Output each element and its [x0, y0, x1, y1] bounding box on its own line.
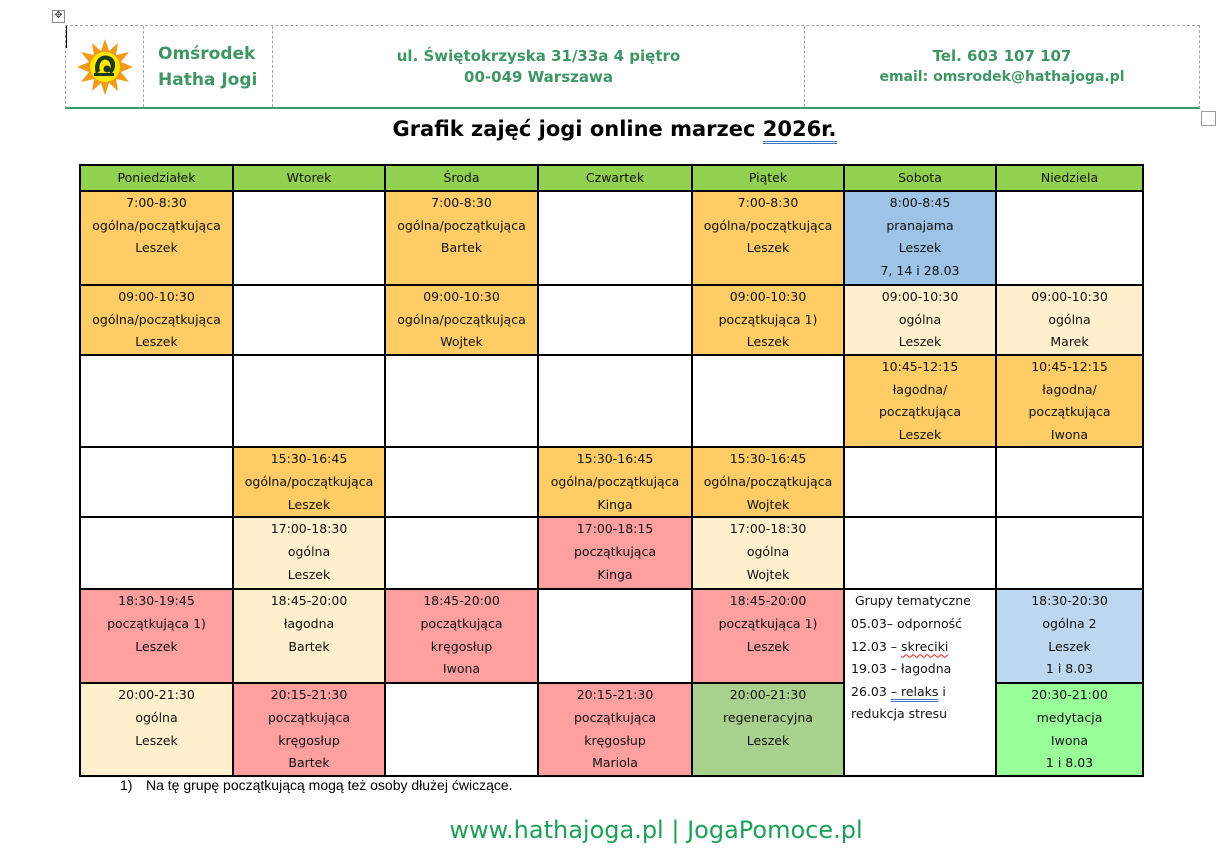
- class-slot-friday: [692, 683, 844, 776]
- class-type: ogólna/początkująca: [92, 311, 221, 327]
- empty-slot-monday: [80, 447, 233, 517]
- class-slot-friday: [692, 447, 844, 517]
- class-slot-friday: [692, 285, 844, 355]
- class-type: ogólna: [898, 311, 942, 327]
- empty-slot-tuesday: [233, 355, 385, 447]
- day-header-monday: Poniedziałek: [80, 165, 233, 191]
- class-slot-wednesday: [385, 285, 538, 355]
- empty-slot-thursday: [538, 285, 692, 355]
- thematic-topic: skreciki: [900, 638, 949, 654]
- class-subtype: początkująca: [1028, 404, 1111, 420]
- class-time: 20:00-21:30: [118, 687, 195, 703]
- center-name-line1: Omśrodek: [158, 43, 256, 64]
- class-subtype: kręgosłup: [584, 732, 646, 748]
- class-type: początkująca: [267, 709, 351, 725]
- class-time: 09:00-10:30: [729, 289, 807, 304]
- class-type: początkująca 1): [107, 615, 206, 631]
- letterhead: [65, 25, 1200, 109]
- class-time: 10:45-12:15: [881, 359, 959, 374]
- empty-slot-monday: [80, 517, 233, 589]
- instructor-name: Leszek: [898, 426, 942, 442]
- schedule-row: [80, 589, 1143, 683]
- class-time: 18:30-20:30: [1031, 593, 1108, 609]
- class-time: 20:00-21:30: [729, 687, 807, 703]
- table-move-handle[interactable]: ✥: [52, 10, 65, 23]
- class-dates: 1 i 8.03: [1045, 755, 1094, 771]
- empty-slot-sunday: [996, 447, 1143, 517]
- class-type: ogólna/początkująca: [397, 217, 526, 233]
- class-slot-sunday: [996, 285, 1143, 355]
- class-time: 7:00-8:30: [126, 195, 187, 210]
- thematic-item-cont: redukcja stresu: [851, 706, 948, 722]
- instructor-name: Leszek: [746, 638, 790, 654]
- class-type: ogólna: [135, 709, 178, 725]
- empty-slot-wednesday: [385, 355, 538, 447]
- class-type: ogólna/początkująca: [397, 311, 526, 327]
- thematic-item: 05.03– odporność: [851, 615, 963, 631]
- instructor-name: Leszek: [746, 334, 790, 350]
- class-dates: 1 i 8.03: [1045, 661, 1094, 677]
- class-slot-monday: [80, 683, 233, 776]
- instructor-name: Leszek: [746, 732, 790, 748]
- class-time: 15:30-16:45: [270, 451, 348, 467]
- class-type: medytacja: [1036, 709, 1103, 725]
- empty-slot-saturday: [844, 447, 996, 517]
- empty-slot-wednesday: [385, 683, 538, 776]
- class-time: 20:15-21:30: [270, 687, 348, 703]
- schedule-row: [80, 355, 1143, 447]
- thematic-item: 19.03 – łagodna: [851, 661, 952, 677]
- class-slot-thursday: [538, 447, 692, 517]
- day-header-wednesday: Środa: [385, 165, 538, 191]
- class-time: 09:00-10:30: [1031, 289, 1108, 304]
- class-subtype: kręgosłup: [430, 638, 493, 654]
- class-subtype: początkująca: [878, 404, 962, 420]
- class-slot-saturday: [844, 355, 996, 447]
- class-time: 17:00-18:30: [270, 521, 348, 537]
- empty-slot-tuesday: [233, 191, 385, 285]
- address-street: ul. Świętokrzyska 31/33a 4 piętro: [396, 46, 681, 65]
- class-type: początkująca: [573, 709, 657, 725]
- instructor-name: Bartek: [288, 755, 330, 771]
- class-slot-wednesday: [385, 589, 538, 683]
- class-slot-friday: [692, 191, 844, 285]
- logo-cell: [66, 26, 144, 107]
- day-header-sunday: Niedziela: [996, 165, 1143, 191]
- class-time: 18:45-20:00: [423, 593, 500, 609]
- thematic-item: [851, 681, 995, 704]
- instructor-name: Leszek: [135, 334, 178, 350]
- instructor-name: Iwona: [1050, 426, 1089, 442]
- class-slot-sunday: [996, 355, 1143, 447]
- instructor-name: Kinga: [597, 496, 633, 512]
- thematic-item: [851, 636, 995, 659]
- footnote: [120, 777, 513, 793]
- class-subtype: Leszek: [1048, 638, 1091, 654]
- center-name-cell: [144, 26, 273, 107]
- instructor-name: Kinga: [597, 566, 633, 582]
- schedule-row: [80, 517, 1143, 589]
- class-type: ogólna: [746, 543, 790, 559]
- thematic-title: Grupy tematyczne: [855, 593, 971, 609]
- class-time: 20:30-21:00: [1031, 687, 1108, 703]
- phone-number: Tel. 603 107 107: [932, 46, 1072, 65]
- class-slot-monday: [80, 191, 233, 285]
- title-prefix: Grafik zajęć jogi online marzec: [392, 117, 763, 141]
- class-time: 7:00-8:30: [431, 195, 492, 210]
- day-header-tuesday: Wtorek: [233, 165, 385, 191]
- contact-cell: [805, 26, 1199, 107]
- center-name-line2: Hatha Jogi: [158, 69, 258, 90]
- instructor-name: Leszek: [135, 240, 178, 256]
- empty-slot-thursday: [538, 191, 692, 285]
- class-type: ogólna/początkująca: [550, 473, 680, 489]
- class-time: 09:00-10:30: [881, 289, 959, 304]
- class-slot-wednesday: [385, 191, 538, 285]
- class-time: 7:00-8:30: [737, 195, 799, 210]
- class-slot-tuesday: [233, 589, 385, 683]
- email-address: email: omsrodek@hathajoga.pl: [879, 68, 1125, 85]
- instructor-name: Leszek: [135, 638, 178, 654]
- empty-slot-wednesday: [385, 517, 538, 589]
- class-type: łagodna: [283, 615, 335, 631]
- instructor-name: Leszek: [898, 334, 942, 350]
- address-city: 00-049 Warszawa: [464, 67, 613, 86]
- class-slot-sunday: [996, 683, 1143, 776]
- day-header-thursday: Czwartek: [538, 165, 692, 191]
- schedule-row: [80, 447, 1143, 517]
- class-time: 18:45-20:00: [270, 593, 348, 609]
- schedule-row: [80, 285, 1143, 355]
- thematic-topic: – relaks: [890, 683, 939, 699]
- class-slot-tuesday: [233, 683, 385, 776]
- sun-yoga-logo-icon: [76, 38, 134, 96]
- empty-slot-thursday: [538, 589, 692, 683]
- class-slot-thursday: [538, 683, 692, 776]
- instructor-name: Wojtek: [746, 496, 790, 512]
- class-slot-sunday: [996, 589, 1143, 683]
- class-dates: 7, 14 i 28.03: [880, 262, 960, 278]
- address-cell: [273, 26, 805, 107]
- class-slot-friday: [692, 589, 844, 683]
- title-year: 2026r.: [763, 117, 837, 144]
- empty-slot-sunday: [996, 517, 1143, 589]
- class-slot-tuesday: [233, 447, 385, 517]
- schedule-table: [79, 164, 1144, 777]
- class-time: 09:00-10:30: [118, 289, 195, 304]
- instructor-name: Wojtek: [440, 334, 483, 350]
- website-links[interactable]: www.hathajoga.pl | JogaPomoce.pl: [449, 816, 863, 844]
- footnote-text: Na tę grupę początkującą mogą też osoby dłużej ćwiczące.: [146, 777, 513, 793]
- class-subtype: Iwona: [1050, 732, 1089, 748]
- class-type: ogólna/początkująca: [703, 217, 833, 233]
- class-time: 15:30-16:45: [729, 451, 807, 467]
- page-title: [0, 117, 1229, 141]
- class-time: 15:30-16:45: [576, 451, 654, 467]
- instructor-name: Mariola: [592, 755, 638, 771]
- instructor-name: Marek: [1050, 334, 1089, 350]
- empty-slot-thursday: [538, 355, 692, 447]
- thematic-groups-cell: [844, 589, 996, 776]
- class-subtype: Leszek: [898, 240, 942, 256]
- instructor-name: Leszek: [287, 496, 331, 512]
- class-type: początkująca 1): [718, 615, 818, 631]
- class-type: początkująca 1): [718, 311, 818, 327]
- instructor-name: Leszek: [287, 566, 331, 582]
- class-time: 17:00-18:30: [729, 521, 807, 537]
- class-slot-friday: [692, 517, 844, 589]
- empty-slot-friday: [692, 355, 844, 447]
- class-type: ogólna 2: [1042, 615, 1097, 631]
- empty-slot-saturday: [844, 517, 996, 589]
- class-type: ogólna: [1048, 311, 1091, 327]
- day-header-saturday: Sobota: [844, 165, 996, 191]
- class-time: 8:00-8:45: [889, 195, 951, 210]
- thematic-conj: i: [938, 683, 946, 699]
- class-slot-thursday: [538, 517, 692, 589]
- class-slot-saturday: [844, 285, 996, 355]
- class-type: pranajama: [886, 217, 954, 233]
- day-header-friday: Piątek: [692, 165, 844, 191]
- class-type: łagodna/: [892, 381, 948, 397]
- class-subtype: kręgosłup: [278, 732, 340, 748]
- class-slot-saturday: [844, 191, 996, 285]
- class-time: 20:15-21:30: [576, 687, 654, 703]
- day-header-row: [80, 165, 1143, 191]
- class-time: 18:45-20:00: [729, 593, 807, 609]
- class-time: 09:00-10:30: [423, 289, 500, 304]
- instructor-name: Leszek: [746, 240, 790, 256]
- class-type: początkująca: [573, 543, 657, 559]
- instructor-name: Bartek: [288, 638, 330, 654]
- class-slot-monday: [80, 589, 233, 683]
- empty-slot-tuesday: [233, 285, 385, 355]
- class-type: ogólna/początkująca: [92, 217, 221, 233]
- empty-slot-sunday: [996, 191, 1143, 285]
- thematic-date: 12.03 –: [851, 638, 901, 654]
- instructor-name: Leszek: [135, 732, 178, 748]
- schedule-row: [80, 191, 1143, 285]
- thematic-date: 26.03: [851, 683, 891, 699]
- instructor-name: Bartek: [440, 240, 483, 256]
- class-slot-monday: [80, 285, 233, 355]
- class-type: ogólna/początkująca: [703, 473, 833, 489]
- class-type: początkująca: [420, 615, 503, 631]
- class-time: 10:45-12:15: [1031, 359, 1108, 374]
- class-type: ogólna/początkująca: [244, 473, 374, 489]
- instructor-name: Wojtek: [746, 566, 790, 582]
- instructor-name: Iwona: [442, 661, 481, 677]
- class-time: 17:00-18:15: [576, 521, 654, 537]
- empty-slot-wednesday: [385, 447, 538, 517]
- class-slot-tuesday: [233, 517, 385, 589]
- class-type: łagodna/: [1042, 381, 1097, 397]
- empty-slot-monday: [80, 355, 233, 447]
- class-type: regeneracyjna: [723, 709, 813, 725]
- footnote-number: 1): [120, 777, 133, 793]
- class-type: ogólna: [287, 543, 331, 559]
- class-time: 18:30-19:45: [118, 593, 195, 609]
